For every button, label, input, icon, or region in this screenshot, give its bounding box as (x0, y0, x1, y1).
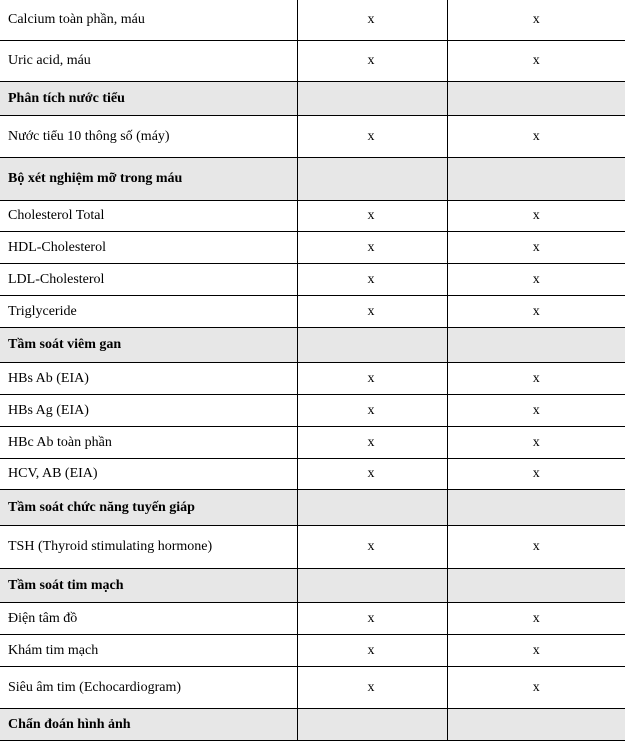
section-header-row (0, 82, 625, 116)
test-name-cell: HDL-Cholesterol (0, 232, 297, 264)
package-1-mark-cell: x (297, 427, 447, 459)
package-2-mark-cell: x (447, 395, 625, 427)
section-header-row (0, 490, 625, 526)
table-row (0, 459, 625, 490)
package-1-mark-cell: x (297, 526, 447, 569)
table-row (0, 264, 625, 296)
package-1-mark-cell: x (297, 459, 447, 490)
package-1-mark-cell: x (297, 116, 447, 158)
package-2-mark-cell: x (447, 264, 625, 296)
test-name-cell: HBs Ab (EIA) (0, 363, 297, 395)
package-1-mark-cell (297, 490, 447, 526)
package-2-mark-cell (447, 158, 625, 201)
test-name-cell: Siêu âm tim (Echocardiogram) (0, 667, 297, 709)
table-row (0, 232, 625, 264)
package-2-mark-cell (447, 709, 625, 741)
test-name-cell: Triglyceride (0, 296, 297, 328)
section-title: Tầm soát tim mạch (0, 569, 297, 603)
section-header-row (0, 328, 625, 363)
test-name-cell: Cholesterol Total (0, 201, 297, 232)
package-2-mark-cell (447, 490, 625, 526)
table-row (0, 667, 625, 709)
package-2-mark-cell (447, 82, 625, 116)
package-1-mark-cell: x (297, 264, 447, 296)
table-row (0, 41, 625, 82)
package-1-mark-cell: x (297, 0, 447, 41)
table-row (0, 296, 625, 328)
package-2-mark-cell: x (447, 427, 625, 459)
package-1-mark-cell: x (297, 363, 447, 395)
section-title: Tầm soát viêm gan (0, 328, 297, 363)
test-name-cell: TSH (Thyroid stimulating hormone) (0, 526, 297, 569)
table-row (0, 0, 625, 41)
test-name-cell: Nước tiểu 10 thông số (máy) (0, 116, 297, 158)
table-row (0, 116, 625, 158)
test-name-cell: LDL-Cholesterol (0, 264, 297, 296)
package-1-mark-cell: x (297, 201, 447, 232)
package-1-mark-cell: x (297, 296, 447, 328)
package-1-mark-cell (297, 709, 447, 741)
test-name-cell: Calcium toàn phần, máu (0, 0, 297, 41)
test-name-cell: HBs Ag (EIA) (0, 395, 297, 427)
package-1-mark-cell (297, 569, 447, 603)
package-2-mark-cell: x (447, 201, 625, 232)
test-name-cell: HCV, AB (EIA) (0, 459, 297, 490)
test-name-cell: HBc Ab toàn phần (0, 427, 297, 459)
package-2-mark-cell: x (447, 116, 625, 158)
table-row (0, 603, 625, 635)
package-1-mark-cell (297, 158, 447, 201)
table-row (0, 526, 625, 569)
package-2-mark-cell: x (447, 635, 625, 667)
table-row (0, 427, 625, 459)
test-name-cell: Điện tâm đồ (0, 603, 297, 635)
package-2-mark-cell: x (447, 603, 625, 635)
package-1-mark-cell: x (297, 395, 447, 427)
package-1-mark-cell: x (297, 232, 447, 264)
table-row (0, 363, 625, 395)
package-2-mark-cell: x (447, 232, 625, 264)
package-1-mark-cell: x (297, 635, 447, 667)
table-row (0, 395, 625, 427)
package-2-mark-cell: x (447, 526, 625, 569)
package-2-mark-cell: x (447, 296, 625, 328)
table-row (0, 201, 625, 232)
section-header-row (0, 569, 625, 603)
package-1-mark-cell: x (297, 603, 447, 635)
test-name-cell: Uric acid, máu (0, 41, 297, 82)
package-2-mark-cell: x (447, 41, 625, 82)
section-title: Phân tích nước tiểu (0, 82, 297, 116)
test-name-cell: Khám tim mạch (0, 635, 297, 667)
table-row (0, 635, 625, 667)
package-2-mark-cell: x (447, 667, 625, 709)
section-title: Bộ xét nghiệm mỡ trong máu (0, 158, 297, 201)
section-header-row (0, 158, 625, 201)
section-title: Chẩn đoán hình ảnh (0, 709, 297, 741)
section-header-row (0, 709, 625, 741)
package-1-mark-cell (297, 328, 447, 363)
package-2-mark-cell (447, 328, 625, 363)
package-2-mark-cell: x (447, 0, 625, 41)
package-2-mark-cell (447, 569, 625, 603)
package-1-mark-cell (297, 82, 447, 116)
package-2-mark-cell: x (447, 363, 625, 395)
package-1-mark-cell: x (297, 667, 447, 709)
section-title: Tầm soát chức năng tuyến giáp (0, 490, 297, 526)
package-2-mark-cell: x (447, 459, 625, 490)
package-1-mark-cell: x (297, 41, 447, 82)
